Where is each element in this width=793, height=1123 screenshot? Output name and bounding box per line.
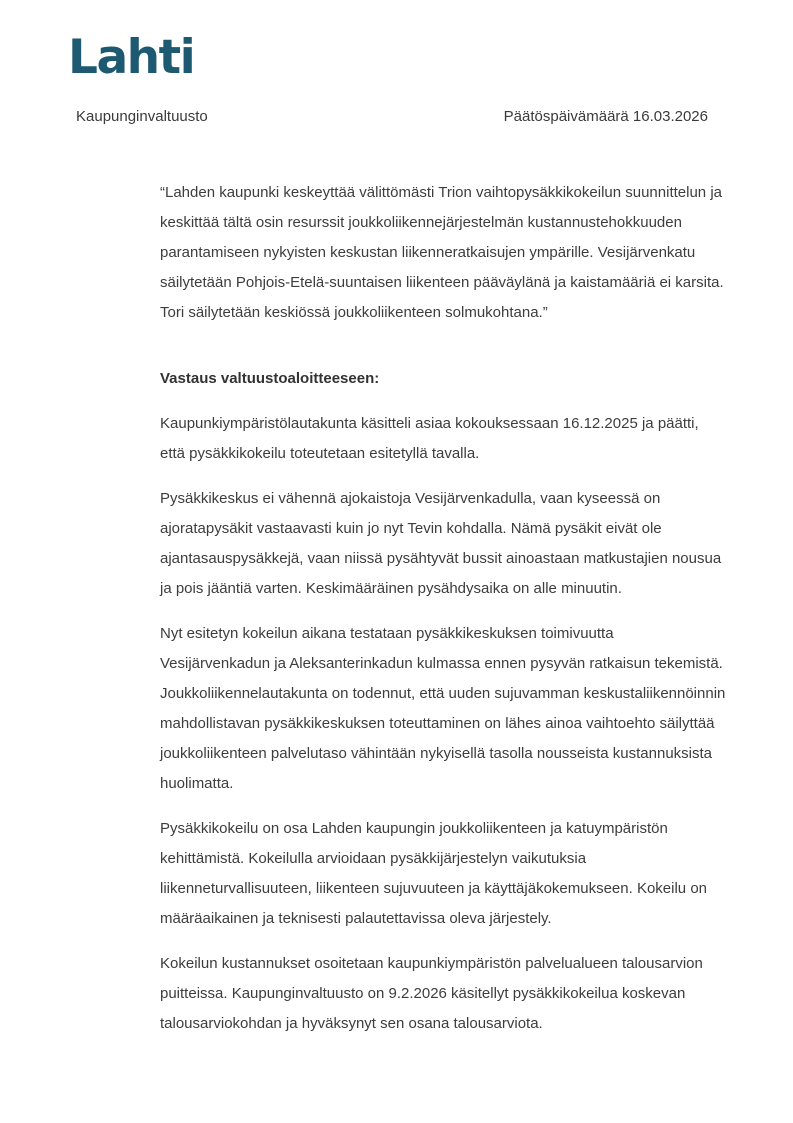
paragraph-lanes: Pysäkkikeskus ei vähennä ajokaistoja Vesijärvenkadulla, vaan kyseessä on ajoratapysäkit vastaavasti kuin jo nyt Tevin kohdalla. Nämä pysäkit eivät ole ajantasauspysäkkejä, vaan niissä pysähtyvät bussit ainoastaan matkustajien nousua ja pois jääntiä varten. Keskimääräinen pysähdysaika on alle minuutin. — [160, 490, 722, 597]
paragraph-costs: Kokeilun kustannukset osoitetaan kaupunkiympäristön palvelualueen talousarvion puitteissa. Kaupunginvaltuusto on 9.2.2026 käsitellyt pysäkkikokeilua koskevan talousarviokohdan ja hyväksynyt sen osana talousarviota. — [160, 955, 703, 1032]
initiative-quote-paragraph: “Lahden kaupunki keskeyttää välittömästi Trion vaihtopysäkkikokeilun suunnittelun ja keskittää tältä osin resurssit joukkoliikennejärjestelmän kustannustehokkuuden parantamiseen nykyisten keskustan liikenneratkaisujen ympärille. Vesijärvenkatu säilytetään Pohjois-Etelä-suuntaisen liikenteen pääväylänä ja kaistamääriä ei karsita. Tori säilytetään keskiössä joukkoliikenteen solmukohtana.” — [160, 184, 724, 321]
document-body — [160, 178, 726, 1054]
paragraph-trial-scope: Pysäkkikokeilu on osa Lahden kaupungin joukkoliikenteen ja katuympäristön kehittämistä. Kokeilulla arvioidaan pysäkkijärjestelyn vaikutuksia liikenneturvallisuuteen, liikenteen sujuvuuteen ja käyttäjäkokemukseen. Kokeilu on määräaikainen ja teknisesti palautettavissa oleva järjestely. — [160, 820, 708, 927]
paragraph-decision: Kaupunkiympäristölautakunta käsitteli asiaa kokouksessaan 16.12.2025 ja päätti, että pysäkkikokeilu toteutetaan esitetyllä tavalla. — [160, 415, 699, 462]
header-org-name: Kaupunginvaltuusto — [76, 108, 208, 125]
document-header — [76, 106, 708, 128]
paragraph-trial-purpose: Nyt esitetyn kokeilun aikana testataan pysäkkikeskuksen toimivuutta Vesijärvenkadun ja Aleksanterinkadun kulmassa ennen pysyvän ratkaisun tekemistä. Joukkoliikennelautakunta on todennut, että uuden sujuvamman keskustaliikennöinnin mahdollistavan pysäkkikeskuksen toteuttaminen on lähes ainoa vaihtoehto säilyttää joukkoliikenteen palvelutaso vähintään nykyisellä tasolla nousseista kustannuksista huolimatta. — [160, 625, 726, 792]
header-decision-date: Päätöspäivämäärä 16.03.2026 — [503, 108, 708, 125]
lahti-city-logo: Lahti — [68, 30, 195, 85]
response-section-heading: Vastaus valtuustoaloitteeseen: — [160, 370, 380, 387]
